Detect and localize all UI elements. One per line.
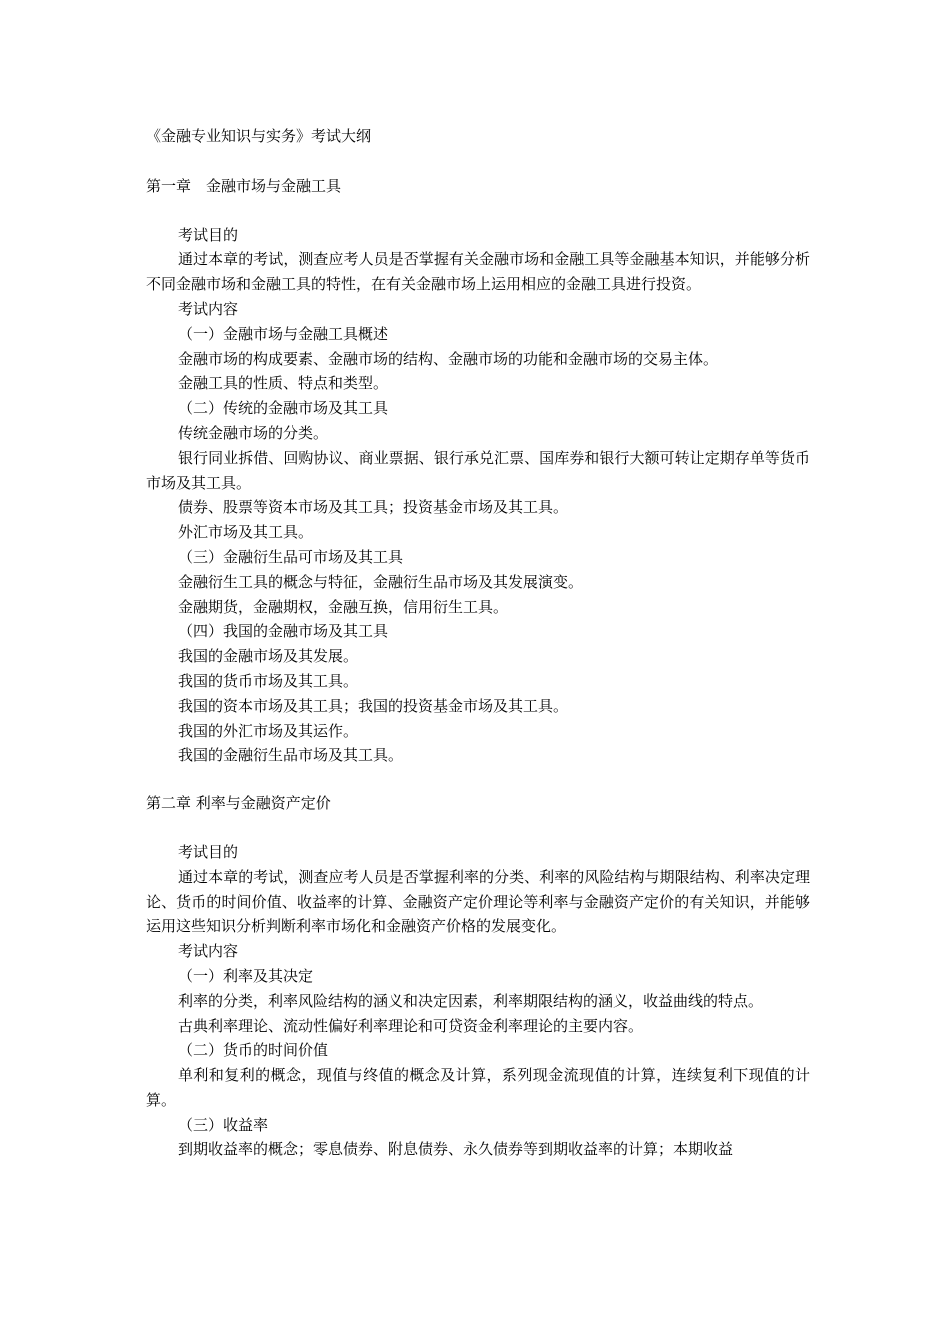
chapter-1-objective-text: 通过本章的考试，测查应考人员是否掌握有关金融市场和金融工具等金融基本知识，并能够分析不同金融市场和金融工具的特性，在有关金融市场上运用相应的金融工具进行投资。 <box>146 250 810 294</box>
list-item: 利率的分类，利率风险结构的涵义和决定因素，利率期限结构的涵义，收益曲线的特点。 <box>178 991 764 1010</box>
list-item: 金融工具的性质、特点和类型。 <box>178 374 389 393</box>
list-item: 金融市场的构成要素、金融市场的结构、金融市场的功能和金融市场的交易主体。 <box>178 349 719 368</box>
chapter-1-content-label: 考试内容 <box>178 299 239 318</box>
chapter-2-section-2-title: （二）货币的时间价值 <box>178 1041 329 1060</box>
chapter-2-heading: 第二章 利率与金融资产定价 <box>146 794 331 813</box>
list-item: 我国的金融衍生品市场及其工具。 <box>178 746 404 765</box>
chapter-2-objective-text: 通过本章的考试，测查应考人员是否掌握利率的分类、利率的风险结构与期限结构、利率决定理论、货币的时间价值、收益率的计算、金融资产定价理论等利率与金融资产定价的有关知识，并能够运用这些知识分析判断利率市场化和金融资产价格的发展变化。 <box>146 867 810 936</box>
chapter-2-section-1-title: （一）利率及其决定 <box>178 966 314 985</box>
list-item: 单利和复利的概念，现值与终值的概念及计算，系列现金流现值的计算，连续复利下现值的计算。 <box>146 1066 810 1109</box>
document-page <box>146 124 810 1162</box>
chapter-1-section-1-title: （一）金融市场与金融工具概述 <box>178 324 389 343</box>
list-item: 我国的资本市场及其工具；我国的投资基金市场及其工具。 <box>178 696 569 715</box>
list-item: 金融衍生工具的概念与特征，金融衍生品市场及其发展演变。 <box>178 572 584 591</box>
list-item: 到期收益率的概念；零息债券、附息债券、永久债券等到期收益率的计算；本期收益 <box>178 1140 734 1159</box>
list-item: 外汇市场及其工具。 <box>178 523 314 542</box>
chapter-2-content-label: 考试内容 <box>178 942 239 961</box>
chapter-2-objective-label: 考试目的 <box>178 842 239 861</box>
chapter-1-heading: 第一章 金融市场与金融工具 <box>146 176 342 195</box>
list-item: 传统金融市场的分类。 <box>178 423 329 442</box>
chapter-1-section-2-title: （二）传统的金融市场及其工具 <box>178 399 389 418</box>
list-item: 我国的外汇市场及其运作。 <box>178 721 359 740</box>
list-item: 银行同业拆借、回购协议、商业票据、银行承兑汇票、国库券和银行大额可转让定期存单等货币市场及其工具。 <box>146 448 810 492</box>
list-item: 债券、股票等资本市场及其工具；投资基金市场及其工具。 <box>178 498 569 517</box>
chapter-1-section-4-title: （四）我国的金融市场及其工具 <box>178 622 389 641</box>
list-item: 我国的货币市场及其工具。 <box>178 671 359 690</box>
chapter-2-section-3-title: （三）收益率 <box>178 1115 269 1134</box>
document-title: 《金融专业知识与实务》考试大纲 <box>146 127 372 145</box>
list-item: 古典利率理论、流动性偏好利率理论和可贷资金利率理论的主要内容。 <box>178 1016 644 1035</box>
list-item: 我国的金融市场及其发展。 <box>178 647 359 666</box>
chapter-1-section-3-title: （三）金融衍生品可市场及其工具 <box>178 547 404 566</box>
chapter-1-objective-label: 考试目的 <box>178 225 239 244</box>
list-item: 金融期货，金融期权，金融互换，信用衍生工具。 <box>178 597 509 616</box>
